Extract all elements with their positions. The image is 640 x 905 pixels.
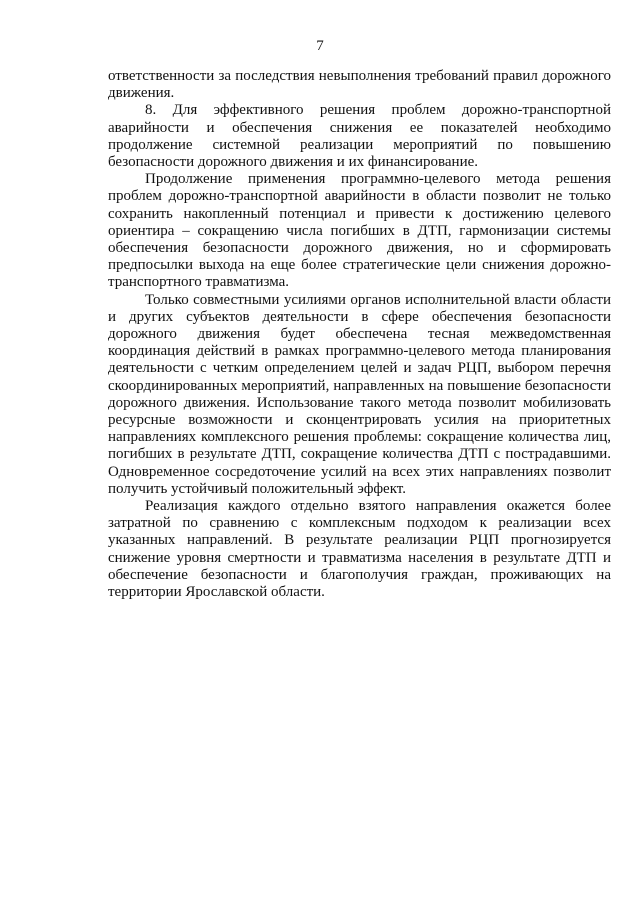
paragraph-joint-efforts: Только совместными усилиями органов исполнительной власти области и других субъектов деятельности в сфере обеспечения безопасности дорожного движения будет обеспечена тесная межведомственная координация действий в рамках программно-целевого метода планирования деятельности с четким определением целей и задач РЦП, выбором перечня скоординированных мероприятий, направленных на повышение безопасности дорожного движения. Использование такого метода позволит мобилизовать ресурсные возможности и сконцентрировать усилия на приоритетных направлениях комплексного решения проблемы: сокращение количества лиц, погибших в результате ДТП, сокращение количества ДТП с пострадавшими. Одновременное сосредоточение усилий на всех этих направлениях позволит получить устойчивый положительный эффект. bbox=[108, 291, 611, 497]
paragraph-program-method: Продолжение применения программно-целевого метода решения проблем дорожно-транспортной аварийности в области позволит не только сохранить накопленный потенциал и привести к достижению целевого ориентира – сокращению числа погибших в ДТП, гармонизации системы обеспечения безопасности дорожного движения, но и сформировать предпосылки выхода на еще более стратегические цели снижения дорожно-транспортного травматизма. bbox=[108, 171, 611, 291]
document-body bbox=[108, 68, 611, 601]
paragraph-continuation: ответственности за последствия невыполнения требований правил дорожного движения. bbox=[108, 68, 611, 102]
paragraph-implementation: Реализация каждого отдельно взятого направления окажется более затратной по сравнению с комплексным подходом к реализации всех указанных направлений. В результате реализации РЦП прогнозируется снижение уровня смертности и травматизма населения в результате ДТП и обеспечение безопасности и благополучия граждан, проживающих на территории Ярославской области. bbox=[108, 498, 611, 601]
page-number: 7 bbox=[316, 38, 324, 54]
paragraph-item-8: 8. Для эффективного решения проблем дорожно-транспортной аварийности и обеспечения снижения ее показателей необходимо продолжение системной реализации мероприятий по повышению безопасности дорожного движения и их финансирование. bbox=[108, 102, 611, 171]
